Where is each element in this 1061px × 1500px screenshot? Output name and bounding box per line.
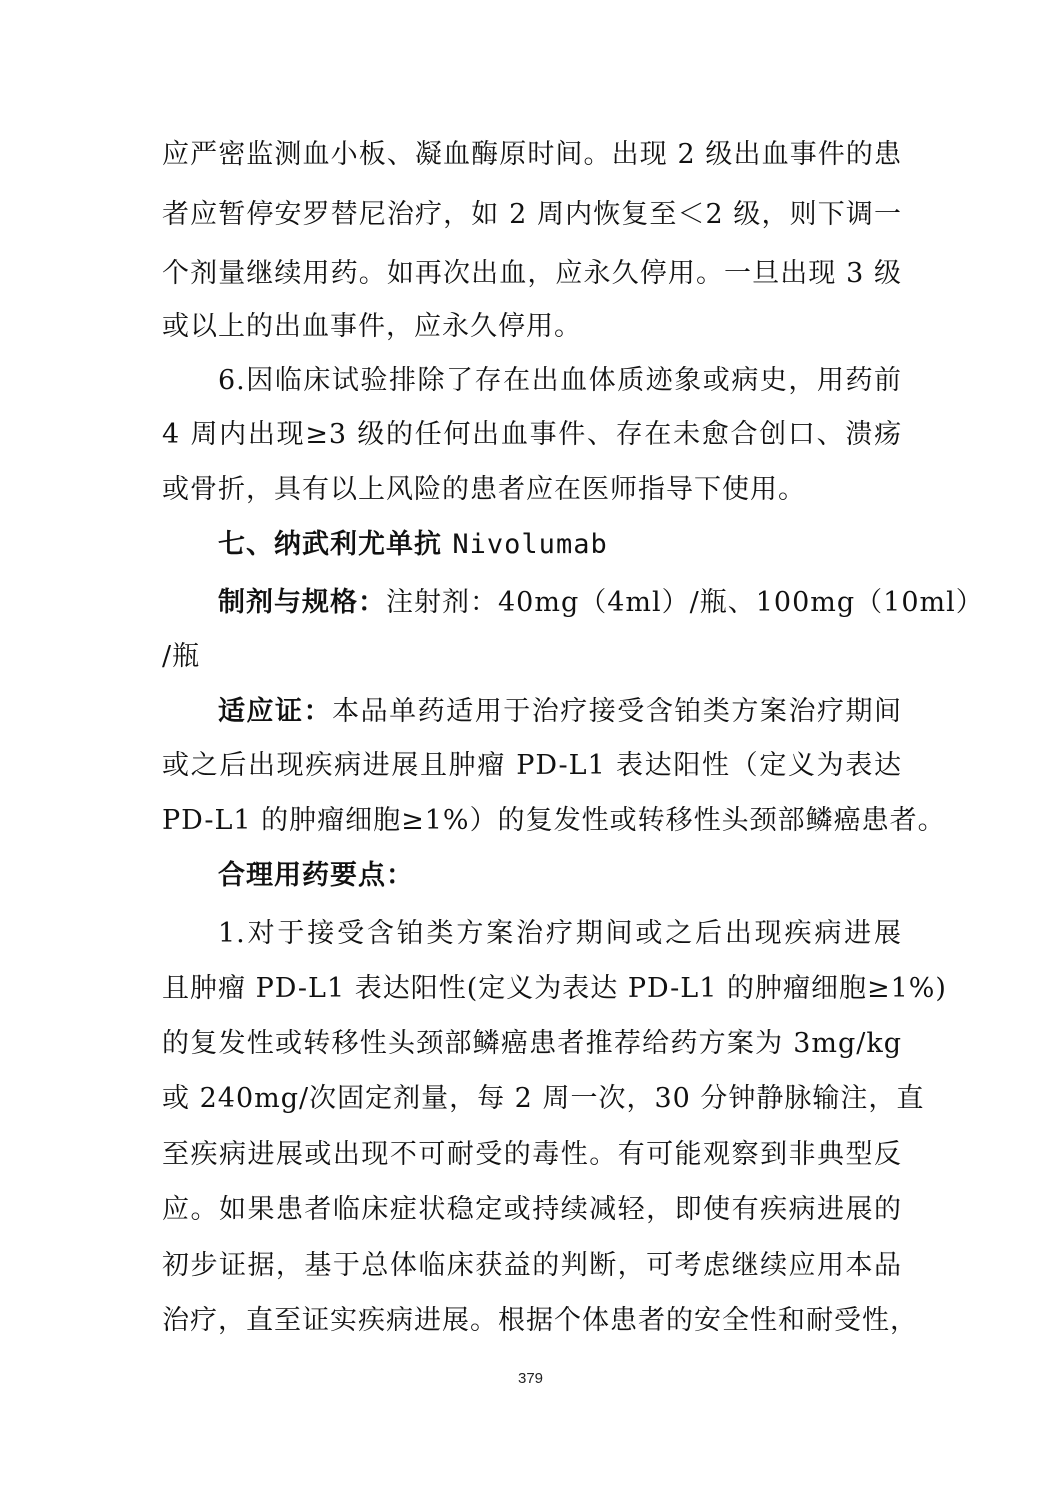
text-line: 治疗，直至证实疾病进展。根据个体患者的安全性和耐受性，	[162, 1305, 918, 1336]
text-line: 应。如果患者临床症状稳定或持续减轻，即使有疾病进展的	[162, 1194, 902, 1225]
text-line: 1.对于接受含铂类方案治疗期间或之后出现疾病进展	[218, 918, 902, 949]
page-number: 379	[517, 1370, 544, 1387]
formulation-text: 注射剂：40mg（4ml）/瓶、100mg（10ml）	[386, 587, 984, 618]
text-line: 个剂量继续用药。如再次出血，应永久停用。一旦出现 3 级	[162, 258, 902, 289]
formulation-label: 制剂与规格：	[218, 587, 386, 618]
section-heading	[218, 521, 902, 569]
text-line: 或以上的出血事件，应永久停用。	[162, 311, 582, 342]
text-line: /瓶	[162, 641, 201, 672]
text-line: 4 周内出现≥3 级的任何出血事件、存在未愈合创口、溃疡	[162, 419, 902, 450]
key-points-heading: 合理用药要点：	[218, 860, 414, 891]
text-line: 6.因临床试验排除了存在出血体质迹象或病史，用药前	[218, 365, 902, 396]
text-line: 或 240mg/次固定剂量，每 2 周一次，30 分钟静脉输注，直	[162, 1083, 925, 1114]
text-line: 或骨折，具有以上风险的患者应在医师指导下使用。	[162, 474, 806, 505]
text-line: 的复发性或转移性头颈部鳞癌患者推荐给药方案为 3mg/kg	[162, 1028, 902, 1059]
section-heading-prefix: 七、纳武利尤单抗	[218, 529, 453, 560]
indication-text: 本品单药适用于治疗接受含铂类方案治疗期间	[332, 696, 903, 727]
text-line: PD-L1 的肿瘤细胞≥1%）的复发性或转移性头颈部鳞癌患者。	[162, 805, 946, 836]
text-line: 至疾病进展或出现不可耐受的毒性。有可能观察到非典型反	[162, 1139, 902, 1170]
indication-line	[218, 688, 902, 736]
indication-label: 适应证：	[218, 696, 333, 727]
text-line: 且肿瘤 PD-L1 表达阳性(定义为表达 PD-L1 的肿瘤细胞≥1%)	[162, 973, 947, 1004]
text-line: 者应暂停安罗替尼治疗，如 2 周内恢复至＜2 级，则下调一	[162, 199, 902, 230]
text-line: 初步证据，基于总体临床获益的判断，可考虑继续应用本品	[162, 1250, 902, 1281]
text-line: 或之后出现疾病进展且肿瘤 PD-L1 表达阳性（定义为表达	[162, 750, 902, 781]
drug-name: Nivolumab	[452, 529, 608, 560]
text-line: 应严密监测血小板、凝血酶原时间。出现 2 级出血事件的患	[162, 139, 902, 170]
formulation-line	[218, 579, 984, 627]
